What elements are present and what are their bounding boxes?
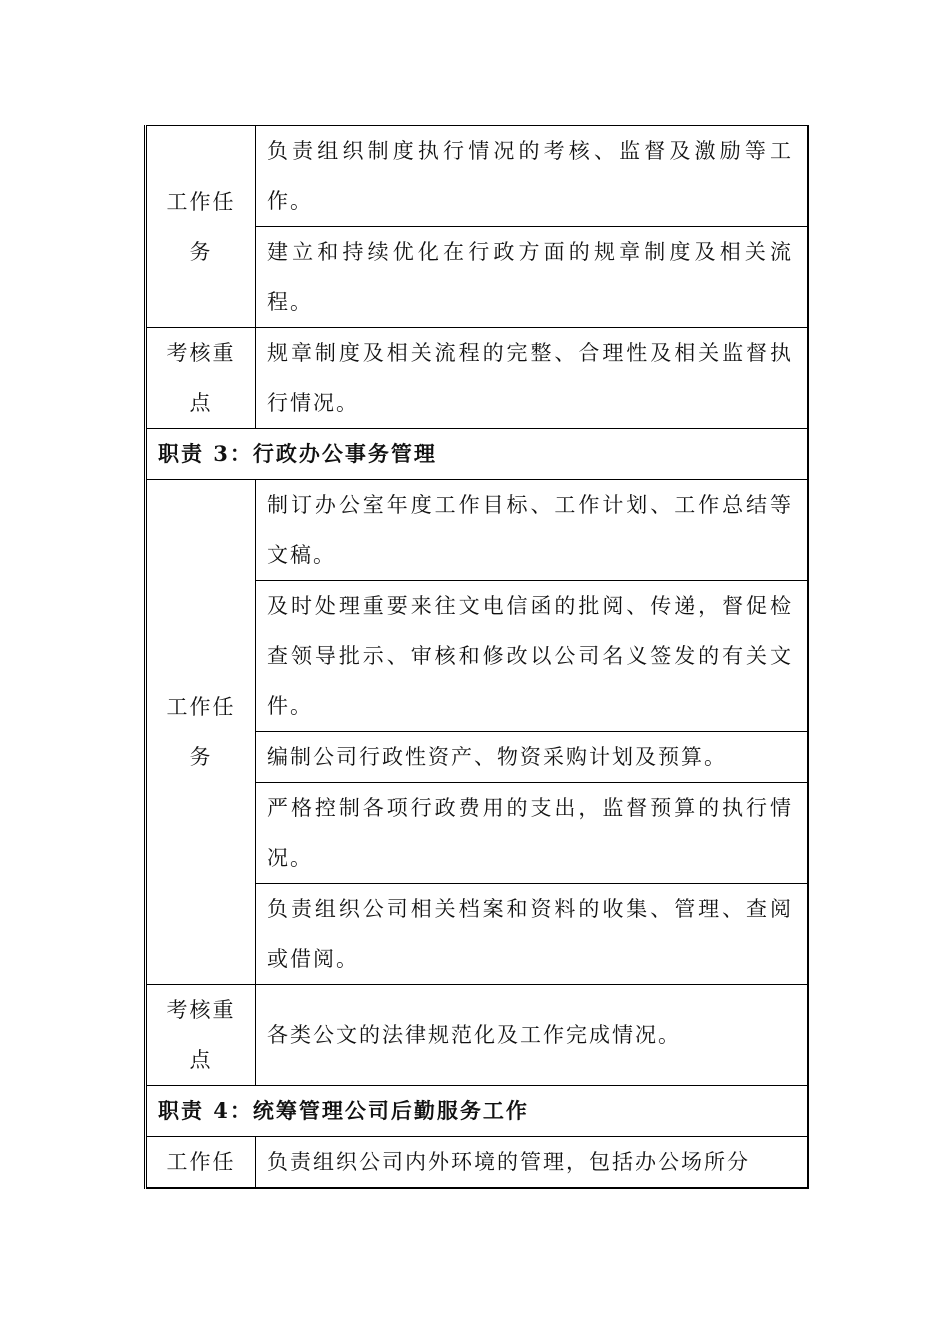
task-item: 编制公司行政性资产、物资采购计划及预算。	[256, 732, 809, 783]
task-item: 及时处理重要来往文电信函的批阅、传递，督促检查领导批示、审核和修改以公司名义签发的有关文件。	[256, 581, 809, 732]
review-text: 各类公文的法律规范化及工作完成情况。	[256, 985, 809, 1086]
task-label-line: 务	[189, 745, 213, 769]
table-row	[146, 1137, 809, 1189]
task-item: 严格控制各项行政费用的支出，监督预算的执行情况。	[256, 783, 809, 884]
review-text: 规章制度及相关流程的完整、合理性及相关监督执行情况。	[256, 328, 809, 429]
duty-4-heading: 职责 4：统筹管理公司后勤服务工作	[146, 1086, 809, 1137]
task-item: 负责组织公司内外环境的管理，包括办公场所分	[256, 1137, 809, 1189]
duty-3-heading: 职责 3：行政办公事务管理	[146, 429, 809, 480]
task-label-cell	[146, 126, 256, 328]
duties-table	[144, 125, 809, 1189]
table-row	[146, 328, 809, 429]
review-label-line: 点	[189, 1048, 213, 1072]
review-label-cell	[146, 985, 256, 1086]
table-row	[146, 429, 809, 480]
task-item: 制订办公室年度工作目标、工作计划、工作总结等文稿。	[256, 480, 809, 581]
review-label-cell	[146, 328, 256, 429]
task-label-line: 务	[189, 239, 213, 264]
task-item: 建立和持续优化在行政方面的规章制度及相关流程。	[256, 227, 809, 328]
table-row	[146, 480, 809, 581]
task-item: 负责组织制度执行情况的考核、监督及激励等工作。	[256, 126, 809, 227]
task-label-line: 工作任	[166, 1150, 236, 1174]
table-row	[146, 1086, 809, 1137]
task-label-cell	[146, 1137, 256, 1189]
table-row	[146, 126, 809, 227]
table-row	[146, 985, 809, 1086]
task-item: 负责组织公司相关档案和资料的收集、管理、查阅或借阅。	[256, 884, 809, 985]
review-label-line: 考核重	[166, 341, 236, 365]
review-label-line: 点	[189, 391, 213, 415]
task-label-line: 工作任	[166, 189, 236, 214]
task-label-cell	[146, 480, 256, 985]
task-label-line: 工作任	[166, 695, 236, 719]
review-label-line: 考核重	[166, 998, 236, 1022]
